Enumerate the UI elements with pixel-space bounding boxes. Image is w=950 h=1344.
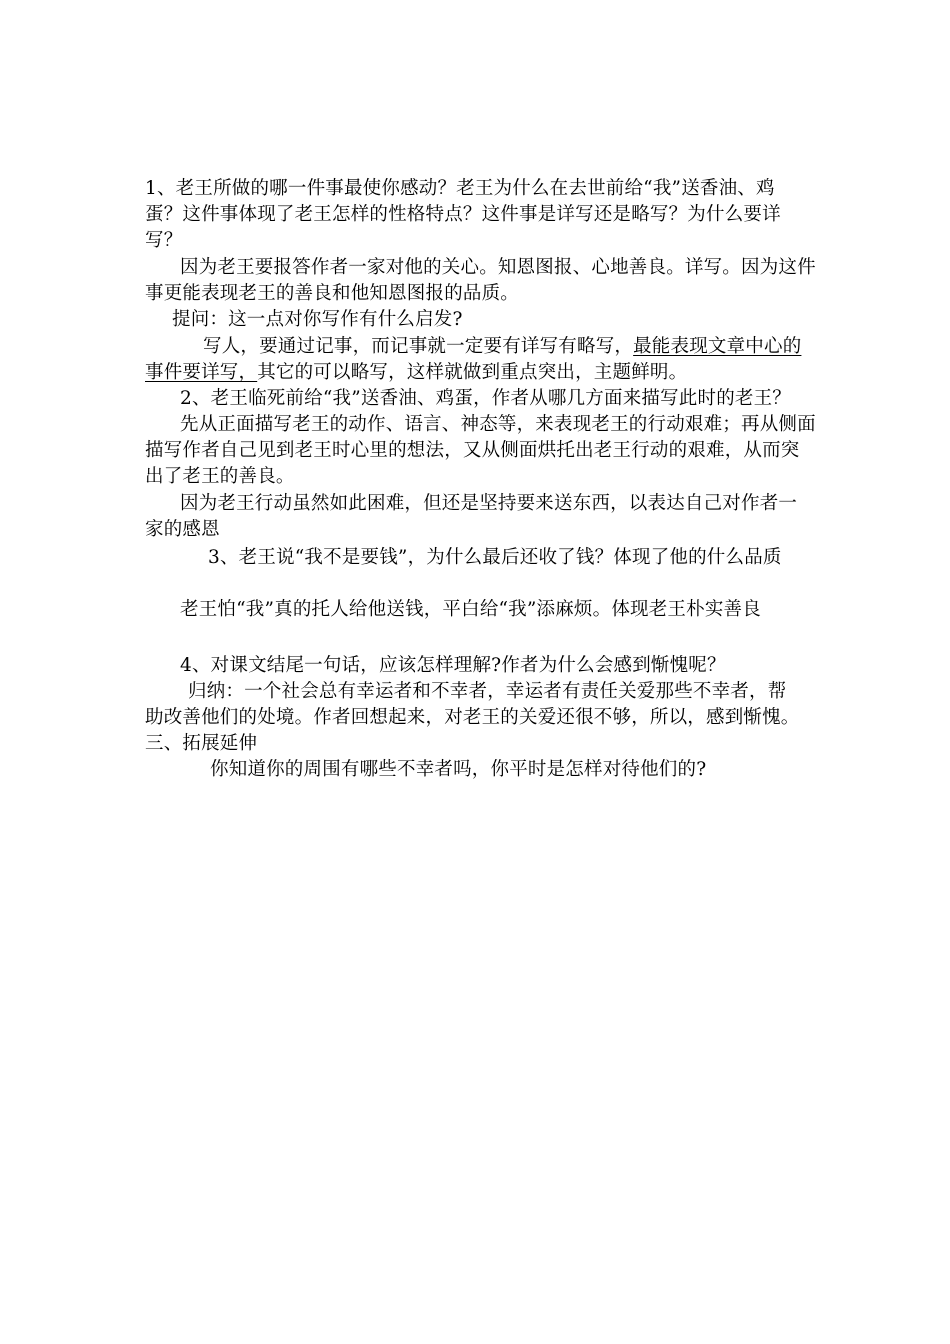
insight-line-1	[0, 334, 950, 360]
answer-1-line-2: 事更能表现老王的善良和他知恩图报的品质。	[145, 283, 520, 304]
insight-line-2	[0, 360, 950, 386]
question-4: 4、对课文结尾一句话，应该怎样理解?作者为什么会感到惭愧呢？	[180, 655, 726, 676]
summary-line-1: 归纳：一个社会总有幸运者和不幸者，幸运者有责任关爱那些不幸者，帮	[188, 681, 787, 702]
followup-question: 提问：这一点对你写作有什么启发?	[172, 309, 463, 330]
section-3-heading: 三、拓展延伸	[145, 733, 258, 754]
answer-3: 老王怕“我”真的托人给他送钱，平白给“我”添麻烦。体现老王朴实善良	[180, 599, 761, 620]
question-1-line-1: 1、老王所做的哪一件事最使你感动？老王为什么在去世前给“我”送香油、鸡	[145, 178, 775, 199]
question-2: 2、老王临死前给“我”送香油、鸡蛋，作者从哪几方面来描写此时的老王？	[180, 388, 791, 409]
answer-2-line-3: 出了老王的善良。	[145, 466, 295, 487]
answer-2-line-2: 描写作者自己见到老王时心里的想法，又从侧面烘托出老王行动的艰难，从而突	[145, 440, 800, 461]
insight-underlined: 事件要详写，	[145, 362, 258, 383]
summary-line-2: 助改善他们的处境。作者回想起来，对老王的关爱还很不够，所以，感到惭愧。	[145, 707, 800, 728]
question-1-line-3: 写？	[145, 230, 183, 251]
answer-2-line-1: 先从正面描写老王的动作、语言、神态等，来表现老王的行动艰难；再从侧面	[180, 414, 816, 435]
answer-1-line-1: 因为老王要报答作者一家对他的关心。知恩图报、心地善良。详写。因为这件	[180, 257, 816, 278]
answer-2b-line-2: 家的感恩	[145, 519, 220, 540]
answer-2b-line-1: 因为老王行动虽然如此困难，但还是坚持要来送东西，以表达自己对作者一	[180, 493, 798, 514]
insight-text: 其它的可以略写，这样就做到重点突出，主题鲜明。	[257, 362, 688, 383]
question-1-line-2: 蛋？这件事体现了老王怎样的性格特点？这件事是详写还是略写？为什么要详	[145, 204, 781, 225]
insight-underlined: 最能表现文章中心的	[633, 336, 802, 357]
question-3: 3、老王说“我不是要钱”，为什么最后还收了钱？体现了他的什么品质	[208, 547, 782, 568]
insight-text: 写人，要通过记事，而记事就一定要有详写有略写，	[203, 336, 634, 357]
section-3-prompt: 你知道你的周围有哪些不幸者吗，你平时是怎样对待他们的?	[210, 759, 707, 780]
